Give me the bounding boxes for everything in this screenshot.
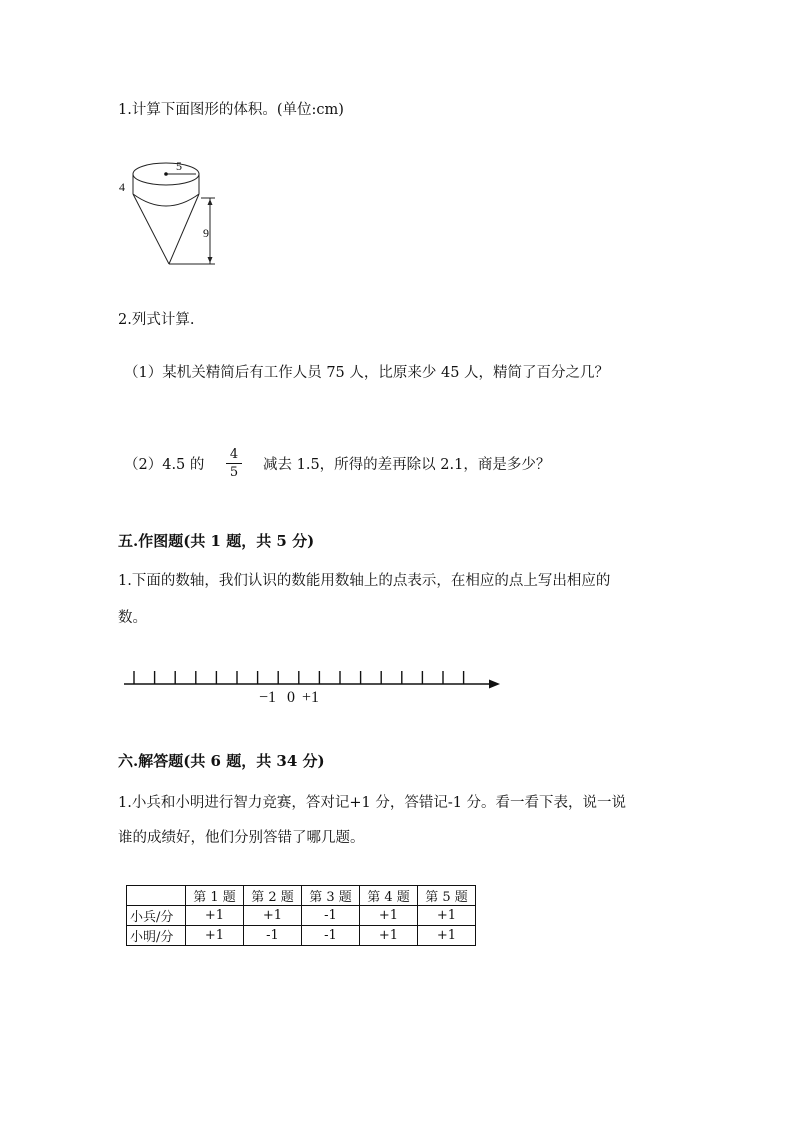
table-cell: -1 [302,906,360,926]
section-6-heading: 六.解答题(共 6 题，共 34 分) [118,752,325,770]
table-cell: -1 [244,926,302,946]
fraction-denominator: 5 [229,465,239,480]
question-2-part-2-suffix: 减去 1.5，所得的差再除以 2.1，商是多少？ [263,457,551,473]
table-row-label: 小兵/分 [127,906,186,926]
question-2-part-1: （1）某机关精简后有工作人员 75 人，比原来少 45 人，精简了百分之几？ [124,365,610,381]
cylinder-height-label: 4 [119,180,125,194]
arrow-up-head [208,199,213,205]
table-row [127,926,476,946]
number-line [118,664,508,708]
table-header-cell [127,886,186,906]
table-row [127,906,476,926]
label-zero: 0 [287,689,295,706]
cylinder-bottom-arc [133,194,199,206]
table-cell: +1 [418,926,476,946]
table-cell: +1 [360,926,418,946]
table-cell: +1 [186,926,244,946]
table-cell: -1 [302,926,360,946]
label-plus-one: +1 [302,689,320,706]
fraction-numerator: 4 [226,446,242,464]
question-2-part-2-prefix: （2）4.5 的 [124,457,205,473]
section-5-question-line-2: 数。 [118,610,147,626]
section-6-question-line-1: 1.小兵和小明进行智力竞赛，答对记+1 分，答错记-1 分。看一看下表，说一说 [118,795,627,811]
table-header-row [127,886,476,906]
radius-label: 5 [176,159,182,173]
table-header-cell: 第 5 题 [418,886,476,906]
number-line-ticks [134,671,464,684]
table-cell: +1 [244,906,302,926]
table-cell: +1 [186,906,244,926]
section-6-question-line-2: 谁的成绩好，他们分别答错了哪几题。 [118,830,365,846]
table-header-cell: 第 2 题 [244,886,302,906]
table-cell: +1 [418,906,476,926]
score-table [126,885,476,946]
cone-height-label: 9 [203,226,209,240]
table-header-cell: 第 3 题 [302,886,360,906]
table-header-cell: 第 1 题 [186,886,244,906]
cone-right-side [169,194,199,264]
label-minus-one: −1 [259,689,277,706]
table-header-cell: 第 4 题 [360,886,418,906]
number-line-arrow [489,680,500,689]
fraction-four-fifths [226,446,242,481]
table-row-label: 小明/分 [127,926,186,946]
center-point [164,172,168,176]
cylinder-cone-figure [112,148,222,270]
section-5-heading: 五.作图题(共 1 题，共 5 分) [118,532,315,550]
table-cell: +1 [360,906,418,926]
question-1-title: 1.计算下面图形的体积。(单位:cm) [118,102,344,118]
section-5-question-line-1: 1.下面的数轴，我们认识的数能用数轴上的点表示，在相应的点上写出相应的 [118,573,611,589]
cone-left-side [133,194,169,264]
arrow-down-head [208,257,213,263]
question-2-title: 2.列式计算. [118,312,195,328]
